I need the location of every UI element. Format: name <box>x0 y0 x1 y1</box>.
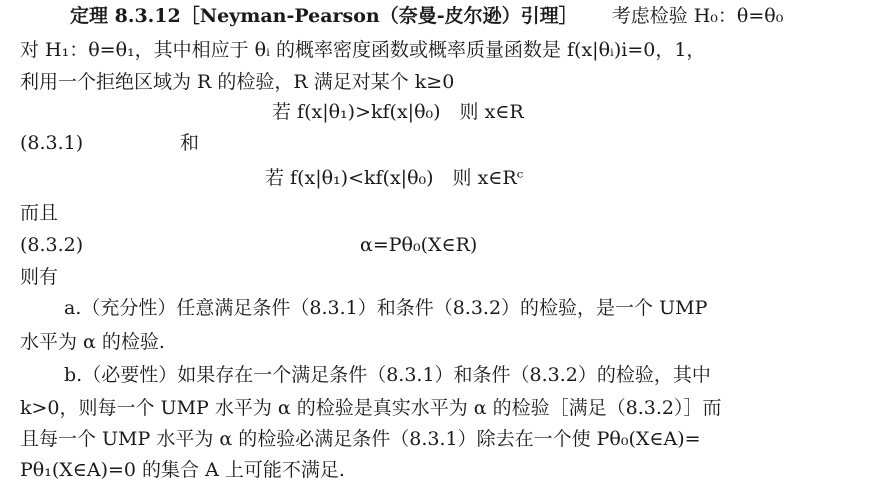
then-word: 则有 <box>20 266 59 288</box>
theorem-line-2: 对 H₁：θ=θ₁，其中相应于 θᵢ 的概率密度函数或概率质量函数是 f(x|θᵢ)i=0，1， <box>20 39 706 61</box>
theorem-line-1 <box>70 3 783 29</box>
part-a-line-2: 水平为 α 的检验. <box>20 331 165 353</box>
equation-number-8-3-1: (8.3.1) <box>20 132 84 154</box>
condition-1: 若 f(x|θ₁)>kf(x|θ₀) 则 x∈R <box>272 101 524 123</box>
equation-number-8-3-2: (8.3.2) <box>20 234 84 256</box>
moreover-word: 而且 <box>20 202 59 224</box>
part-a-line-1: a.（充分性）任意满足条件（8.3.1）和条件（8.3.2）的检验，是一个 UMP <box>64 297 708 319</box>
theorem-label: 定理 8.3.12［Neyman-Pearson（奈曼-皮尔逊）引理］ <box>70 5 578 27</box>
and-word: 和 <box>180 132 200 154</box>
part-b-line-2: k>0，则每一个 UMP 水平为 α 的检验是真实水平为 α 的检验［满足（8.3.2）］而 <box>20 397 722 419</box>
part-b-line-3: 且每一个 UMP 水平为 α 的检验必满足条件（8.3.1）除去在一个使 Pθ₀(X∈A)= <box>20 428 701 450</box>
theorem-hypothesis-h0: 考虑检验 H₀：θ=θ₀ <box>611 5 784 27</box>
part-b-line-1: b.（必要性）如果存在一个满足条件（8.3.1）和条件（8.3.2）的检验，其中 <box>64 364 711 386</box>
condition-2: 若 f(x|θ₁)<kf(x|θ₀) 则 x∈Rᶜ <box>265 167 524 189</box>
theorem-line-3: 利用一个拒绝区域为 R 的检验，R 满足对某个 k≥0 <box>20 71 455 93</box>
equation-alpha: α=Pθ₀(X∈R) <box>360 234 478 256</box>
part-b-line-4: Pθ₁(X∈A)=0 的集合 A 上可能不满足. <box>20 459 345 481</box>
